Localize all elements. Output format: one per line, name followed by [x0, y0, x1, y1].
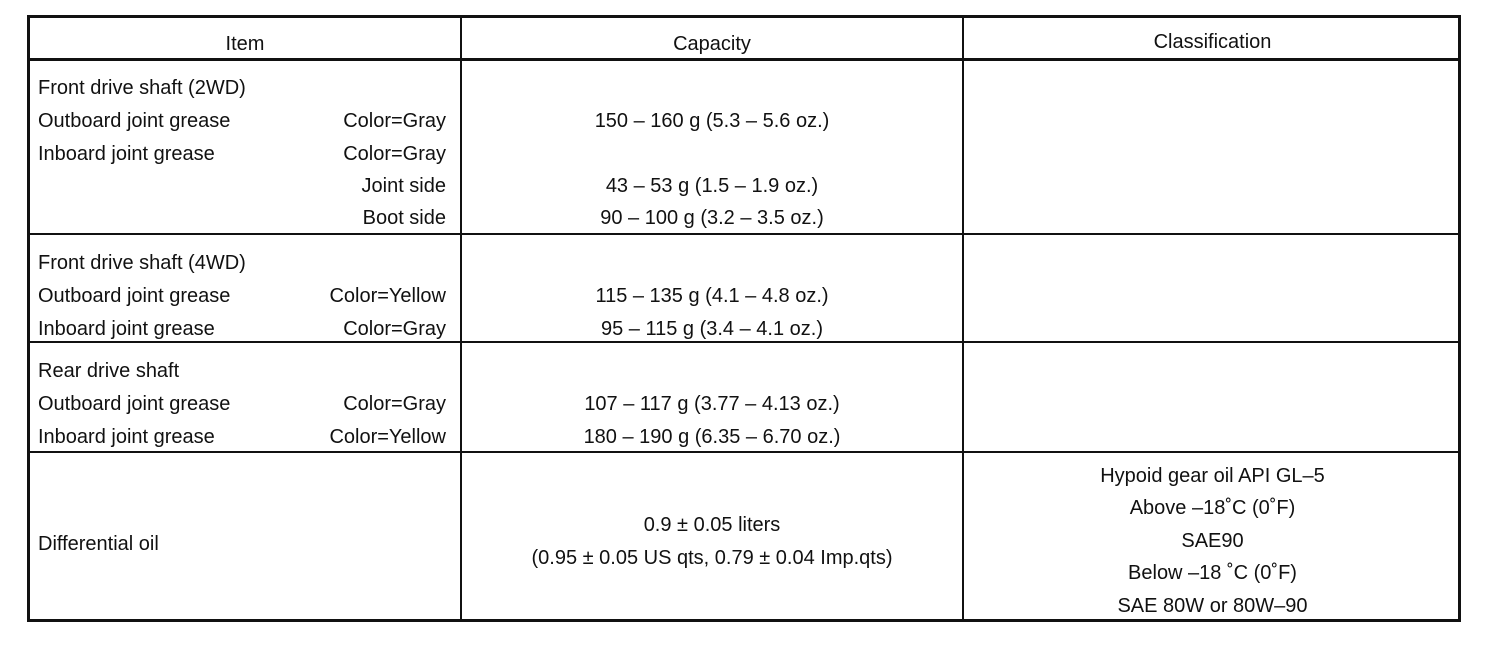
differential-classification-line: Below –18 ˚C (0˚F): [1128, 562, 1297, 584]
section-title: Front drive shaft (2WD): [38, 77, 246, 99]
row-color: Color=Gray: [343, 110, 446, 132]
row-capacity: 150 – 160 g (5.3 – 5.6 oz.): [594, 110, 830, 132]
section-divider: [30, 341, 1458, 343]
row-capacity: 95 – 115 g (3.4 – 4.1 oz.): [600, 318, 823, 340]
row-label: Outboard joint grease: [38, 110, 231, 132]
row-capacity: 107 – 117 g (3.77 – 4.13 oz.): [584, 393, 840, 415]
row-capacity: 180 – 190 g (6.35 – 6.70 oz.): [583, 426, 841, 448]
row-color: Color=Yellow: [329, 285, 446, 307]
differential-classification-line: Above –18˚C (0˚F): [1129, 497, 1296, 519]
header-item: Item: [225, 33, 265, 55]
differential-classification-line: Hypoid gear oil API GL–5: [1100, 465, 1325, 487]
row-label: Outboard joint grease: [38, 393, 231, 415]
row-color: Color=Gray: [343, 393, 446, 415]
differential-label: Differential oil: [38, 533, 159, 555]
header-classification: Classification: [1153, 31, 1272, 53]
section-title: Rear drive shaft: [38, 360, 180, 382]
row-color: Color=Gray: [343, 318, 446, 340]
row-sub-label: Boot side: [362, 207, 446, 229]
row-color: Color=Yellow: [329, 426, 446, 448]
row-label: Outboard joint grease: [38, 285, 231, 307]
row-sub-label: Joint side: [361, 175, 446, 197]
differential-classification-line: SAE 80W or 80W–90: [1117, 595, 1308, 617]
header-capacity: Capacity: [673, 33, 751, 55]
differential-capacity-alt: (0.95 ± 0.05 US qts, 0.79 ± 0.04 Imp.qts): [531, 547, 893, 569]
row-capacity: 90 – 100 g (3.2 – 3.5 oz.): [600, 207, 824, 229]
row-label: Inboard joint grease: [38, 318, 215, 340]
header-divider: [30, 58, 1458, 61]
row-color: Color=Gray: [343, 143, 446, 165]
differential-classification-line: SAE90: [1181, 530, 1244, 552]
spec-table: [27, 15, 1461, 622]
differential-capacity: 0.9 ± 0.05 liters: [643, 514, 781, 536]
row-label: Inboard joint grease: [38, 426, 215, 448]
row-capacity: 115 – 135 g (4.1 – 4.8 oz.): [595, 285, 829, 307]
row-label: Inboard joint grease: [38, 143, 215, 165]
row-capacity: 43 – 53 g (1.5 – 1.9 oz.): [605, 175, 819, 197]
section-title: Front drive shaft (4WD): [38, 252, 246, 274]
section-divider: [30, 233, 1458, 235]
section-divider: [30, 451, 1458, 453]
